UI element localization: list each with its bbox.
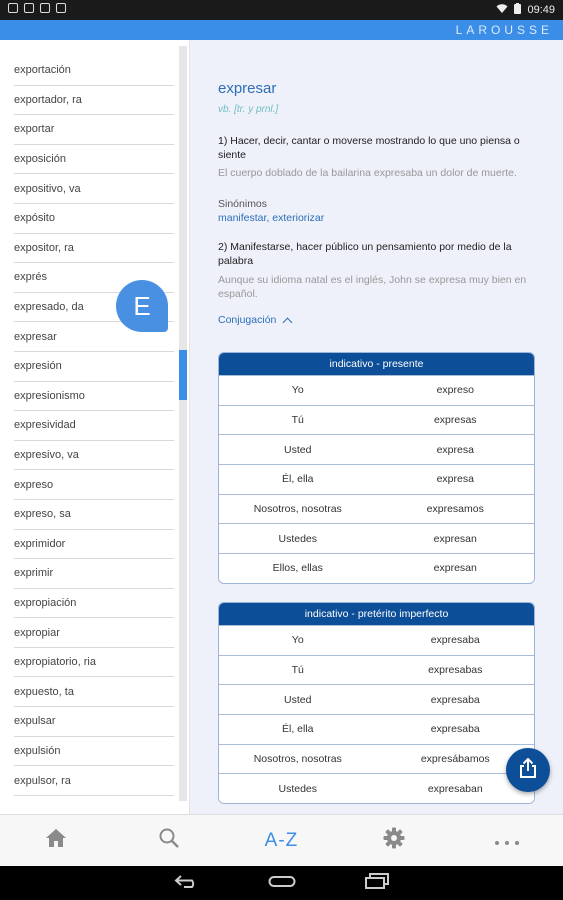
conjugation-row [219, 655, 534, 685]
definition-1: 1) Hacer, decir, cantar o moverse mostrando lo que uno piensa o siente [218, 135, 520, 161]
word-list-item[interactable]: expresión [14, 352, 174, 382]
pronoun-cell: Él, ella [281, 723, 314, 736]
verb-form-cell: expresan [433, 532, 477, 545]
word-list-item[interactable]: expuesto, ta [14, 677, 174, 707]
share-button[interactable] [506, 748, 550, 792]
conjugation-row [219, 744, 534, 774]
recents-icon[interactable] [364, 873, 390, 894]
word-list-item[interactable]: expreso, sa [14, 500, 174, 530]
index-letter-bubble: E [116, 280, 168, 332]
search-icon [158, 827, 180, 855]
verb-form-cell: expresabas [428, 664, 483, 677]
conjugation-table [218, 602, 535, 804]
home-icon [45, 828, 67, 854]
word-list-item[interactable]: expreso [14, 470, 174, 500]
conjugation-row [219, 625, 534, 655]
word-list-item[interactable]: expósito [14, 204, 174, 234]
image-icon [40, 3, 50, 13]
home-nav-icon[interactable] [268, 874, 296, 893]
word-list-item[interactable]: exprimir [14, 559, 174, 589]
pronoun-cell: Tú [291, 414, 304, 427]
nav-az[interactable]: A-Z [264, 829, 299, 851]
conjugation-toggle[interactable] [218, 314, 291, 326]
word-list-panel [0, 40, 190, 814]
word-list-item[interactable]: expulsar [14, 707, 174, 737]
notification-icon [8, 3, 18, 13]
verb-form-cell: expresaban [427, 782, 483, 795]
pronoun-cell: Usted [284, 693, 312, 706]
word-list-item[interactable]: expresivo, va [14, 441, 174, 471]
nav-home[interactable] [0, 815, 113, 866]
word-list-item[interactable]: expropiatorio, ria [14, 648, 174, 678]
back-icon[interactable] [174, 873, 200, 894]
definition-2: 2) Manifestarse, hacer público un pensamiento por medio de la palabra [218, 241, 512, 267]
verb-form-cell: expresaba [430, 634, 480, 647]
word-list-item[interactable]: expresar [14, 322, 174, 352]
wifi-icon [496, 4, 508, 17]
verb-form-cell: expresaba [430, 693, 480, 706]
conjugation-row [219, 684, 534, 714]
word-list-item[interactable]: expositivo, va [14, 174, 174, 204]
word-list-item[interactable]: exportación [14, 56, 174, 86]
brand-logo: LAROUSSE [455, 23, 553, 37]
status-bar-left [8, 3, 66, 13]
entry-panel [190, 40, 563, 814]
pronoun-cell: Yo [291, 634, 304, 647]
word-list-item[interactable]: exportador, ra [14, 86, 174, 116]
bottom-navigation [0, 814, 563, 866]
pronoun-cell: Usted [284, 443, 312, 456]
conjugation-row [219, 773, 534, 803]
pronoun-cell: Él, ella [281, 473, 314, 486]
conjugation-row [219, 405, 534, 435]
conjugation-row [219, 434, 534, 464]
conjugation-label: Conjugación [218, 314, 277, 326]
verb-form-cell: expresa [436, 443, 474, 456]
nav-more[interactable] [450, 815, 563, 866]
word-list-item[interactable]: expulsión [14, 737, 174, 767]
status-time: 09:49 [527, 4, 555, 16]
example-2: Aunque su idioma natal es el inglés, John se expresa muy bien en español. [218, 274, 527, 300]
word-list-item[interactable]: expulsor, ra [14, 766, 174, 796]
download-icon [56, 3, 66, 13]
word-list-item[interactable]: expresionismo [14, 382, 174, 412]
verb-form-cell: expreso [436, 384, 474, 397]
status-bar [0, 0, 563, 20]
pronoun-cell: Yo [291, 384, 304, 397]
scrollbar-track[interactable] [179, 46, 187, 801]
word-list-item[interactable]: exposición [14, 145, 174, 175]
pronoun-cell: Nosotros, nosotras [253, 503, 342, 516]
app-header [0, 20, 563, 40]
word-list-item[interactable]: expresividad [14, 411, 174, 441]
synonyms-link[interactable]: manifestar, exteriorizar [218, 212, 325, 224]
conjugation-row [219, 494, 534, 524]
nav-settings[interactable] [338, 815, 451, 866]
share-icon [518, 757, 538, 784]
conjugation-row [219, 553, 534, 583]
word-list-item[interactable]: expositor, ra [14, 234, 174, 264]
pronoun-cell: Ustedes [278, 532, 318, 545]
nav-search[interactable] [113, 815, 226, 866]
verb-form-cell: expresaba [430, 723, 480, 736]
word-list-item[interactable]: exportar [14, 115, 174, 145]
battery-icon [514, 3, 521, 17]
conjugation-row [219, 523, 534, 553]
scrollbar-thumb[interactable] [179, 350, 187, 400]
conjugation-row [219, 375, 534, 405]
chevron-up-icon [283, 317, 293, 327]
word-list-item[interactable]: expropiar [14, 618, 174, 648]
pronoun-cell: Nosotros, nosotras [253, 753, 342, 766]
conjugation-table [218, 352, 535, 584]
verb-form-cell: expresábamos [420, 753, 490, 766]
settings-icon [383, 827, 405, 855]
cast-icon [24, 3, 34, 13]
word-list [0, 40, 189, 796]
word-list-item[interactable]: exprimidor [14, 530, 174, 560]
system-navigation-bar [0, 866, 563, 900]
verb-form-cell: expresas [433, 414, 477, 427]
verb-form-cell: expresamos [426, 503, 484, 516]
word-list-item[interactable]: expropiación [14, 589, 174, 619]
more-icon [494, 829, 520, 852]
example-1: El cuerpo doblado de la bailarina expresaba un dolor de muerte. [218, 167, 517, 179]
conjugation-table-title: indicativo - pretérito imperfecto [219, 603, 534, 625]
pronoun-cell: Ustedes [278, 782, 318, 795]
conjugation-table-title: indicativo - presente [219, 353, 534, 375]
verb-form-cell: expresan [433, 562, 477, 575]
word-list-item[interactable]: exprés [14, 263, 174, 293]
synonyms-label: Sinónimos [218, 198, 268, 210]
conjugation-row [219, 464, 534, 494]
entry-title: expresar [218, 80, 277, 97]
conjugation-row [219, 714, 534, 744]
pronoun-cell: Tú [291, 664, 304, 677]
status-bar-right [496, 3, 555, 17]
grammar-label: vb. [tr. y prnl.] [218, 104, 279, 115]
pronoun-cell: Ellos, ellas [272, 562, 323, 575]
word-list-item[interactable]: expresado, da [14, 293, 174, 323]
verb-form-cell: expresa [436, 473, 474, 486]
